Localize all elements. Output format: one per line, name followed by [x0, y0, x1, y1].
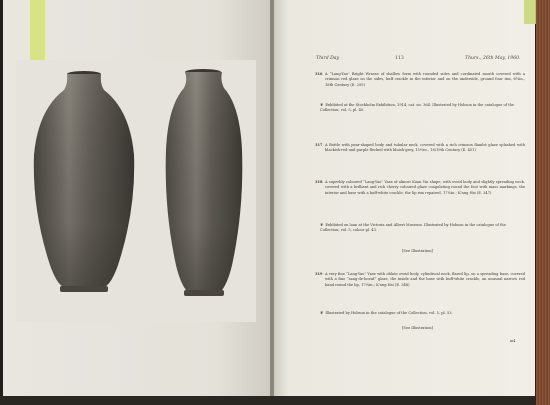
book-gutter: [270, 0, 274, 396]
lot-entry: [315, 72, 525, 88]
lot-entry: [315, 143, 525, 154]
page-signature-mark: m4: [510, 339, 516, 343]
lot-entry: [315, 180, 525, 196]
lot-description: A Bottle with pear-shaped body and tubular neck, covered with a rich crimson flambé glaze splashed with blackish-red and purple flecked with bluish-grey, 15⅛in., 18/19th Century (E. 451): [325, 143, 525, 153]
lot-number: 318: [315, 180, 323, 184]
header-day: Third Day: [316, 56, 340, 61]
lot-note: [320, 222, 520, 234]
header-date: Thurs., 26th May, 1960.: [465, 56, 521, 61]
lot-description: A superbly coloured “Lang-Yao” Vase of almost Kuan Yin shape, with ovoid body and slightly spreading neck, covered with a brilliant and rich cherry coloured glaze coagulating round the foot with mass markings, the interior and base with a buff-white crackle, the lip rim repaired, 17⅛in.; K'ang Hsi (E. 347): [325, 180, 525, 195]
lot-number: 317: [315, 143, 323, 147]
bottom-shadow: [0, 396, 536, 405]
fleuron-icon: ❦: [320, 310, 324, 315]
lot-description: A very fine “Lang-Yao” Vase with oblate ovoid body, cylindrical neck, flared lip, on a spreading base, covered with a fine “sang-de-boeuf” glaze, the inside and the base with buff-white crackle, an unusual narrow red band round the lip, 17⅛in.; K'ang Hsi (E. 348): [325, 272, 525, 287]
book-edge: [536, 0, 550, 405]
note-text: Illustrated by Hobson in the catalogue of the Collection, vol. 5, pl. 53.: [325, 311, 453, 315]
lot-description: A “Lang-Yao” Bright Wrasse of shallow form with rounded sides and cordinated mouth covered with a crimson red glaze on the sides, buff crackle in the interior and on the underside, ground four rim, 6¾in., 18th Century (E. 295): [325, 72, 525, 87]
lot-entry: [315, 272, 525, 288]
bookmark-tab-right: [524, 0, 536, 24]
lot-note: [320, 310, 520, 316]
lot-note: [320, 102, 520, 114]
fleuron-icon: ❦: [320, 222, 324, 227]
lot-number: 319: [315, 272, 323, 276]
fleuron-icon: ❦: [320, 102, 324, 107]
note-text: Exhibited on loan at the Victoria and Albert Museum. Illustrated by Hobson in the catalogue of the Collection, vol. 5, colour pl. 43.: [320, 223, 506, 233]
see-illustration-label: [See Illustration]: [402, 249, 433, 253]
vase-right: [166, 69, 243, 296]
header-page-number: 113: [395, 56, 404, 61]
vases-plate: [16, 60, 256, 322]
lot-number: 316: [315, 72, 323, 76]
see-illustration-label: [See Illustration]: [402, 326, 433, 330]
bookmark-tab-left: [30, 0, 45, 64]
note-text: Exhibited at the Stockholm Exhibition, 1914, cat. no. 364. Illustrated by Hobson in the catalogue of the Collection, vol. 5, pl. 40.: [320, 103, 515, 113]
